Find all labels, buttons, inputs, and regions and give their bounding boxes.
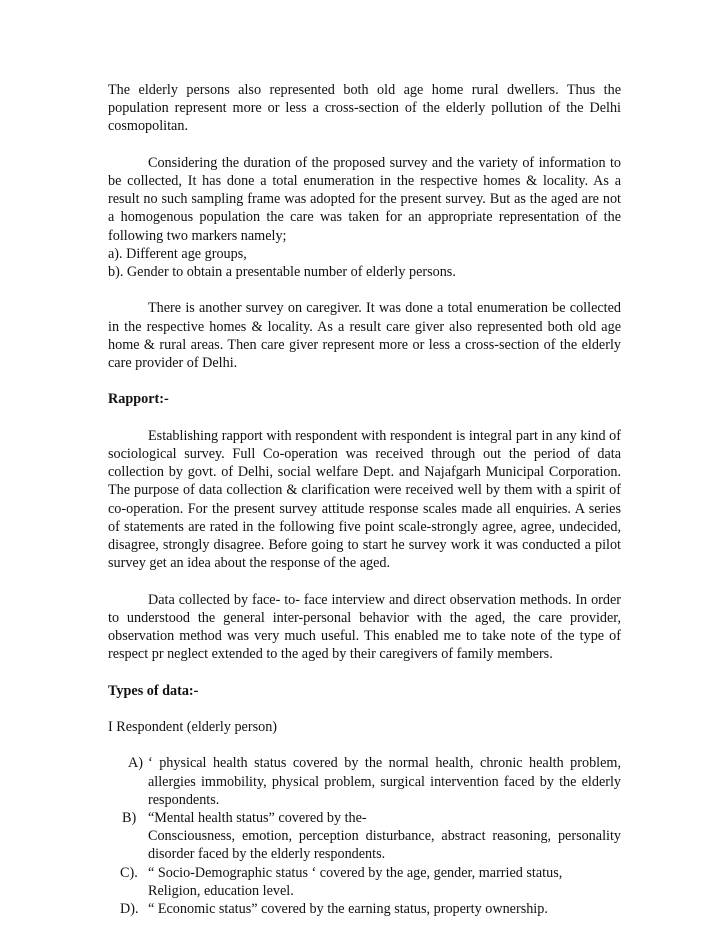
list-item-line: “ Socio-Demographic status ‘ covered by the age, gender, married status, <box>148 864 563 881</box>
paragraph-survey-duration: Considering the duration of the proposed survey and the variety of information to be collected, It has done a total enumeration in the respective homes & locality. As a result no such sampling frame was adopted for the present survey. But as the aged are not a homogenous population the care was taken for an appropriate representation of the following two markers namely; <box>108 154 621 244</box>
paragraph-intro: The elderly persons also represented both old age home rural dwellers. Thus the population represent more or less a cross-section of the elderly pollution of the Delhi cosmopolitan. <box>108 82 621 135</box>
heading-types-of-data: Types of data:- <box>108 682 199 699</box>
spacer <box>108 372 621 390</box>
marker-age-groups: a). Different age groups, <box>108 245 247 262</box>
heading-rapport: Rapport:- <box>108 391 169 408</box>
paragraph-data-collection: Data collected by face- to- face interview and direct observation methods. In order to understood the general inter-personal behavior with the aged, the care provider, observation method was very much useful. This enabled me to take note of the type of respect pr neglect extended to the aged by their caregivers of family members. <box>108 591 621 663</box>
spacer <box>108 736 621 754</box>
spacer <box>108 281 621 299</box>
list-item-text: “ Economic status” covered by the earning status, property ownership. <box>148 901 548 918</box>
list-item-economic <box>108 900 621 918</box>
list-item-line: Consciousness, emotion, perception disturbance, abstract reasoning, personality disorder faced by the elderly respondents. <box>148 828 621 863</box>
spacer <box>108 409 621 427</box>
respondent-label: I Respondent (elderly person) <box>108 719 278 735</box>
spacer <box>108 700 621 718</box>
paragraph-rapport: Establishing rapport with respondent with respondent is integral part in any kind of sociological survey. Full Co-operation was received through out the period of data collection by govt. of Delhi, social welfare Dept. and Najafgarh Municipal Corporation. The purpose of data collection & clarification were received well by them with a spirit of co-operation. For the present survey attitude response scales made all enquiries. A series of statements are rated in the following five point scale-strongly agree, agree, undecided, disagree, strongly disagree. Before going to start he survey work it was conducted a pilot survey get an idea about the response of the aged. <box>108 427 621 572</box>
list-item-physical-health <box>108 754 621 809</box>
list-item-mental-health <box>108 809 621 864</box>
list-marker: A) <box>128 755 143 772</box>
spacer <box>108 572 621 590</box>
list-marker: D). <box>120 901 139 918</box>
marker-gender: b). Gender to obtain a presentable number of elderly persons. <box>108 264 456 281</box>
list-marker: B) <box>122 810 137 826</box>
document-page <box>108 81 621 918</box>
paragraph-caregiver-survey: There is another survey on caregiver. It was done a total enumeration be collected in the respective homes & locality. As a result care giver also represented both old age home & rural areas. Then care giver represent more or less a cross-section of the elderly care provider of Delhi. <box>108 300 621 372</box>
spacer <box>108 663 621 681</box>
list-marker: C). <box>120 864 138 881</box>
spacer <box>108 136 621 154</box>
list-item-line: “Mental health status” covered by the- <box>148 810 367 826</box>
list-item-line: Religion, education level. <box>148 882 294 899</box>
list-item-text: ‘ physical health status covered by the normal health, chronic health problem, allergies immobility, physical problem, surgical intervention faced by the elderly respondents. <box>148 755 621 808</box>
list-item-socio-demographic <box>108 864 621 900</box>
